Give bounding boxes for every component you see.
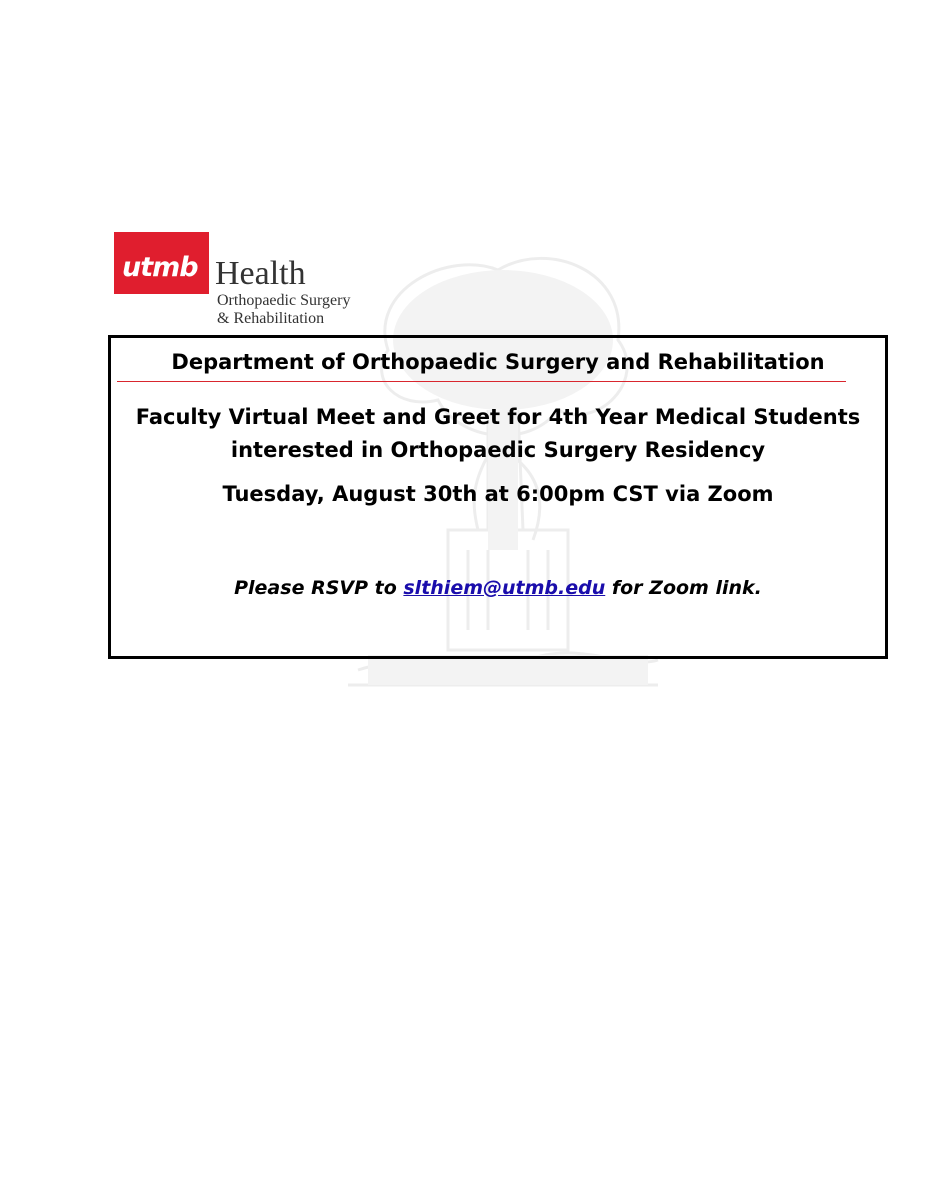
logo-red-mark <box>114 232 209 294</box>
announcement-box <box>108 335 888 659</box>
logo-word: Health <box>215 255 306 292</box>
rsvp-prefix: Please RSVP to <box>234 577 404 599</box>
rsvp-suffix: for Zoom link. <box>605 577 762 599</box>
event-title-line1: Faculty Virtual Meet and Greet for 4th Year Medical Students <box>135 405 861 429</box>
logo-subtitle-line2: & Rehabilitation <box>217 310 325 327</box>
rsvp-line <box>111 575 885 601</box>
event-date-line: Tuesday, August 30th at 6:00pm CST via Zoom <box>222 482 774 506</box>
utmb-health-logo <box>114 232 374 332</box>
department-title: Department of Orthopaedic Surgery and Rehabilitation <box>171 350 825 374</box>
rsvp-email-link[interactable]: slthiem@utmb.edu <box>403 577 606 599</box>
logo-subtitle-line1: Orthopaedic Surgery <box>217 292 351 309</box>
red-divider <box>117 381 846 382</box>
logo-mark-text: utmb <box>122 252 198 283</box>
event-title-line2: interested in Orthopaedic Surgery Residency <box>230 438 766 462</box>
